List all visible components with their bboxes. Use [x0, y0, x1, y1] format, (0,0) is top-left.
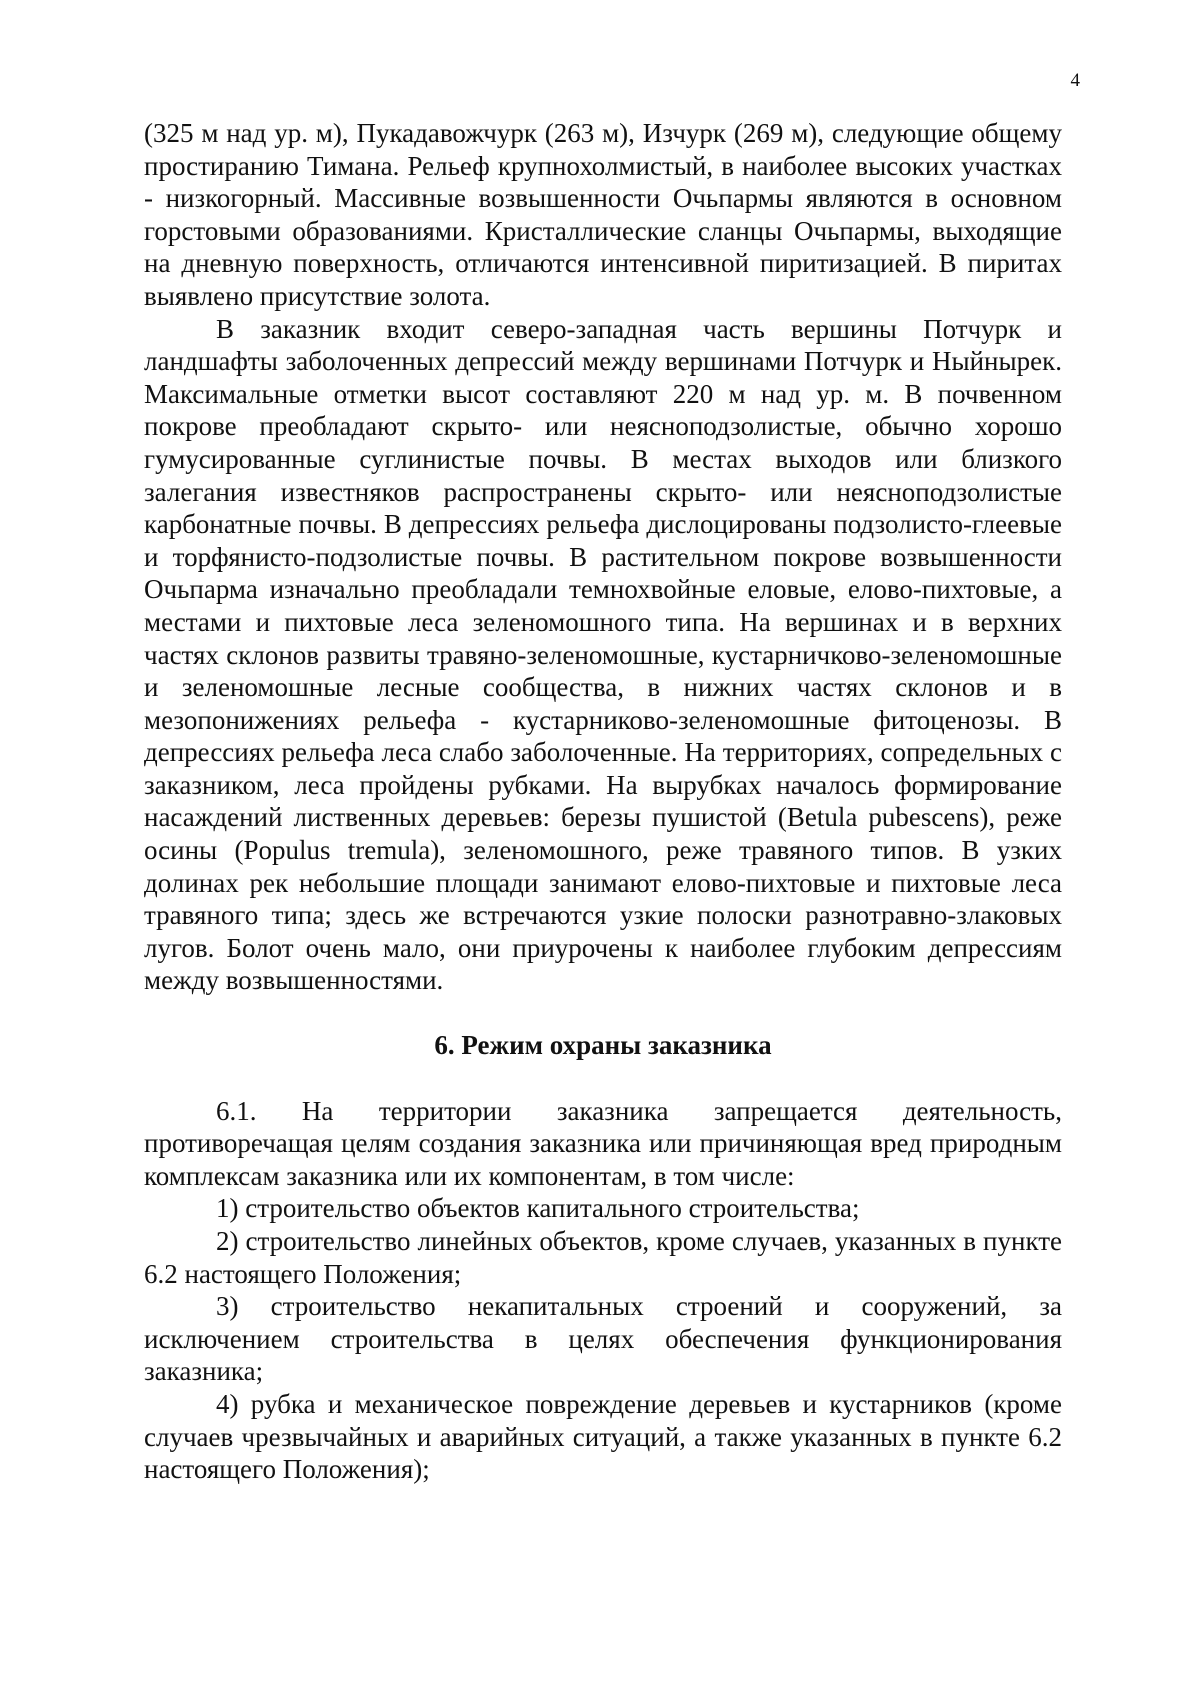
- list-item-3: 3) строительство некапитальных строений и сооружений, за исключением строительства в целях обеспечения функционирования заказника;: [144, 1291, 1062, 1387]
- section-heading: 6. Режим охраны заказника: [434, 1030, 772, 1061]
- paragraph-prohibitions-intro: 6.1. На территории заказника запрещается деятельность, противоречащая целям создания заказника или причиняющая вред природным комплексам заказника или их компонентам, в том числе:: [144, 1095, 1062, 1191]
- list-item-4: 4) рубка и механическое повреждение деревьев и кустарников (кроме случаев чрезвычайных и аварийных ситуаций, а также указанных в пункте 6.2 настоящего Положения);: [144, 1388, 1062, 1485]
- list-item-2: 2) строительство линейных объектов, кроме случаев, указанных в пункте 6.2 настоящего Положения;: [144, 1226, 1062, 1289]
- page-number: 4: [1070, 70, 1080, 91]
- paragraph-relief: (325 м над ур. м), Пукадавожчурк (263 м), Изчурк (269 м), следующие общему простиранию Тимана. Рельеф крупнохолмистый, в наиболее высоких участках - низкогорный. Массивные возвышенности Очьпармы являются в основном горстовыми образованиями. Кристаллические сланцы Очьпармы, выходящие на дневную поверхность, отличаются интенсивной пиритизацией. В пиритах выявлено присутствие золота.: [144, 118, 1062, 311]
- paragraph-reserve-description: В заказник входит северо-западная часть вершины Потчурк и ландшафты заболоченных депрессий между вершинами Потчурк и Ныйнырек. Максимальные отметки высот составляют 220 м над ур. м. В почвенном покрове преобладают скрыто- или неясноподзолистые, обычно хорошо гумусированные суглинистые почвы. В местах выходов или близкого залегания известняков распространены скрыто- или неясноподзолистые карбонатные почвы. В депрессиях рельефа дислоцированы подзолисто-глеевые и торфянисто-подзолистые почвы. В растительном покрове возвышенности Очьпарма изначально преобладали темнохвойные еловые, елово-пихтовые, а местами и пихтовые леса зеленомошного типа. На вершинах и в верхних частях склонов развиты травяно-зеленомошные, кустарничково-зеленомошные и зеленомошные лесные сообщества, в нижних частях склонов и в мезопонижениях рельефа - кустарниково-зеленомошные фитоценозы. В депрессиях рельефа леса слабо заболоченные. На территориях, сопредельных с заказником, леса пройдены рубками. На вырубках началось формирование насаждений лиственных деревьев: березы пушистой (Betula pubescens), реже осины (Populus tremula), зеленомошного, реже травяного типов. В узких долинах рек небольшие площади занимают елово-пихтовые и пихтовые леса травяного типа; здесь же встречаются узкие полоски разнотравно-злаковых лугов. Болот очень мало, они приурочены к наиболее глубоким депрессиям между возвышенностями.: [144, 313, 1062, 996]
- document-body: [144, 117, 1062, 1486]
- list-item-1: 1) строительство объектов капитального строительства;: [216, 1193, 860, 1224]
